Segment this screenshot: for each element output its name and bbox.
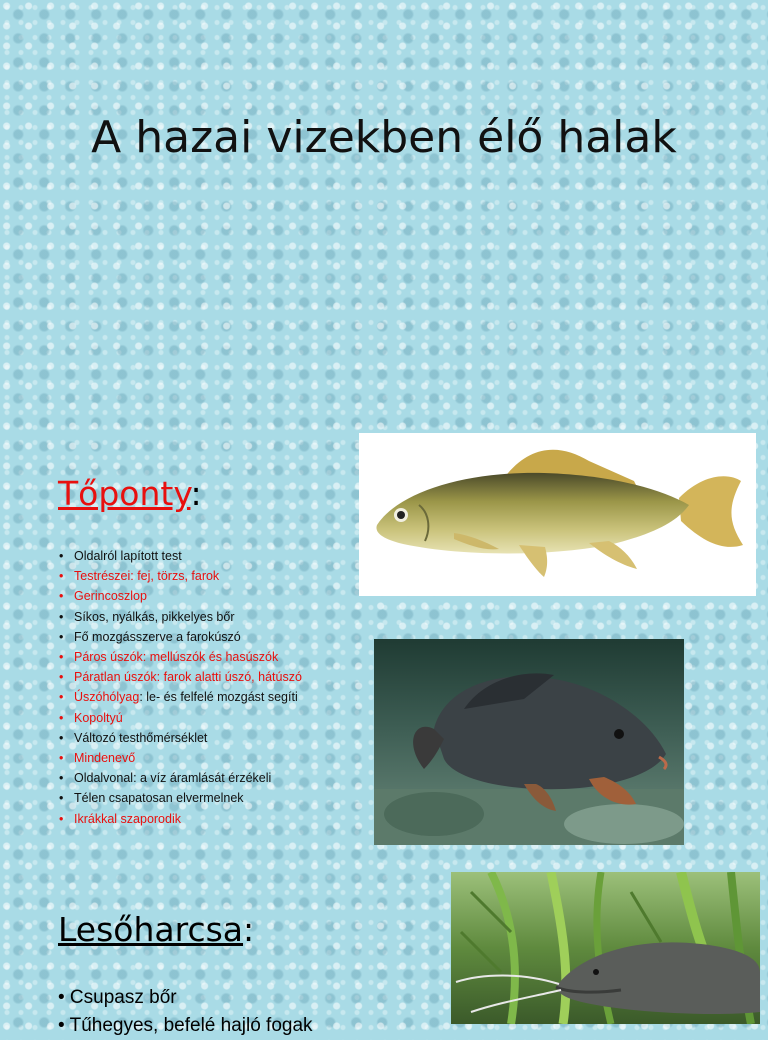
lesoharcsa-bullet-list [58, 984, 313, 1040]
list-item: • Ikrákkal szaporodik [58, 809, 302, 829]
toponty-bullet-list [58, 546, 302, 829]
list-item: • Csupasz bőr [58, 987, 177, 1008]
heading-colon: : [190, 474, 202, 513]
list-item [58, 687, 302, 707]
list-item: • Tűhegyes, befelé hajló fogak [58, 1015, 313, 1036]
list-item: • Páratlan úszók: farok alatti úszó, hátúszó [58, 667, 302, 687]
heading-name: Tőponty [58, 474, 191, 513]
catfish-illustration [451, 872, 760, 1024]
list-item: • Télen csapatosan elvermelnek [58, 788, 302, 808]
slide-title: A hazai vizekben élő halak [91, 112, 677, 163]
list-item: • Oldalvonal: a víz áramlását érzékeli [58, 768, 302, 788]
list-item: • Síkos, nyálkás, pikkelyes bőr [58, 607, 302, 627]
fish-illustration-golden [359, 433, 756, 596]
section-heading-lesoharcsa [58, 910, 254, 949]
section-heading-toponty [58, 474, 202, 513]
list-item-rest: : le- és felfelé mozgást segíti [139, 690, 298, 705]
list-item: • Gerincoszlop [58, 586, 302, 606]
list-item: • Fő mozgásszerve a farokúszó [58, 627, 302, 647]
photo-ponty-underwater [374, 639, 684, 845]
photo-lesoharcsa [451, 872, 760, 1024]
heading-name: Lesőharcsa [58, 910, 244, 949]
list-item: • Változó testhőmérséklet [58, 728, 302, 748]
list-item: • Kopoltyú [58, 708, 302, 728]
heading-colon: : [243, 910, 255, 949]
fish-illustration-dark-carp [374, 639, 684, 845]
list-item: • Mindenevő [58, 748, 302, 768]
list-item: • Páros úszók: mellúszók és hasúszók [58, 647, 302, 667]
photo-toponty [359, 433, 756, 596]
list-item: • Testrészei: fej, törzs, farok [58, 566, 302, 586]
list-item: • Oldalról lapított test [58, 546, 302, 566]
list-item-red-part: Úszóhólyag [74, 690, 140, 705]
